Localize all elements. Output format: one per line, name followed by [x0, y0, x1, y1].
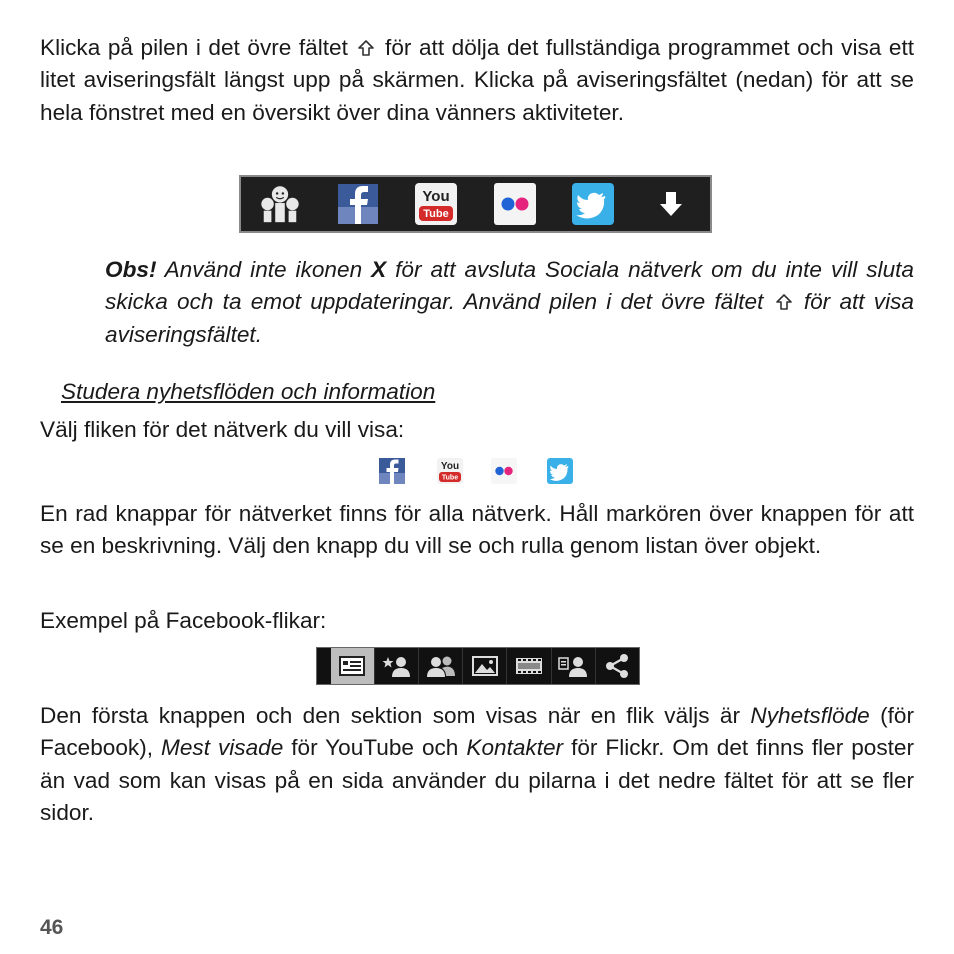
- intro-text-rest: för att dölja det fullständiga programmet och visa ett litet aviseringsfält längst upp på skärmen. Klicka på aviseringsfältet (nedan) för att se hela fönstret med en översikt över dina vänners aktiviteter.: [40, 35, 915, 125]
- first-button-paragraph: [40, 700, 914, 829]
- svg-text:You: You: [440, 461, 460, 472]
- intro-paragraph: [40, 32, 914, 129]
- p3-newsfeed-term: Nyhetsflöde: [750, 703, 870, 728]
- note-label: Obs!: [105, 257, 157, 282]
- newsfeed-icon: [338, 655, 366, 677]
- buttons-paragraph: En rad knappar för nätverket finns för alla nätverk. Håll markören över knappen för att se en beskrivning. Välj den knapp du vill se och rulla genom listan över objekt.: [40, 501, 914, 559]
- svg-text:Tube: Tube: [441, 474, 459, 482]
- facebook-icon[interactable]: [378, 457, 406, 485]
- people-icon: [426, 654, 456, 678]
- tab-photos[interactable]: [463, 648, 507, 684]
- intro-text-start: Klicka på pilen i det övre fältet: [40, 35, 348, 60]
- choose-network-text: Välj fliken för det nätverk du vill visa:: [40, 417, 405, 442]
- tab-profile[interactable]: [552, 648, 596, 684]
- profile-card-icon: [558, 654, 588, 678]
- tab-favorites[interactable]: [375, 648, 419, 684]
- p3-text-3: för YouTube och: [291, 735, 459, 761]
- p3-most-viewed-term: Mest visade: [161, 735, 284, 761]
- note-paragraph: [105, 254, 914, 351]
- p3-text-4: för Flickr. Om det finns fler poster än vad som kan visas på en sida använder du pilarna i det nedre fältet för att se fler sidor.: [40, 735, 915, 825]
- share-icon: [603, 653, 631, 679]
- facebook-tab-bar: [316, 647, 640, 685]
- twitter-icon[interactable]: [546, 457, 574, 485]
- photo-icon: [471, 655, 499, 677]
- tab-share[interactable]: [596, 648, 639, 684]
- network-tabs-row: [378, 457, 578, 489]
- tab-bar-spacer: [317, 648, 331, 684]
- film-icon: [514, 655, 544, 677]
- tab-videos[interactable]: [507, 648, 551, 684]
- note-text-2: för att avsluta Sociala nätverk om du inte vill sluta skicka och ta emot uppdateringar. Använd pilen i det övre fältet: [105, 257, 914, 315]
- p3-text-1: Den första knappen och den sektion som visas när en flik väljs är: [40, 703, 740, 728]
- twitter-icon[interactable]: [571, 182, 615, 226]
- youtube-icon[interactable]: [436, 457, 464, 485]
- tab-friends[interactable]: [419, 648, 463, 684]
- youtube-icon[interactable]: [414, 182, 458, 226]
- section-heading: Studera nyhetsflöden och information: [61, 379, 436, 404]
- up-arrow-icon: [775, 293, 793, 311]
- note-x: X: [371, 257, 387, 282]
- notification-bar[interactable]: [239, 175, 712, 233]
- p3-contacts-term: Kontakter: [466, 735, 564, 761]
- note-text-3: för att visa aviseringsfältet.: [105, 289, 914, 347]
- tab-newsfeed[interactable]: [331, 648, 375, 684]
- svg-text:Tube: Tube: [423, 208, 450, 220]
- down-arrow-icon[interactable]: [649, 182, 693, 226]
- up-arrow-icon: [357, 39, 375, 57]
- page-number: 46: [40, 916, 64, 939]
- social-networks-logo-icon[interactable]: [258, 182, 302, 226]
- star-person-icon: [382, 654, 412, 678]
- flickr-icon[interactable]: [490, 457, 518, 485]
- example-text: Exempel på Facebook-flikar:: [40, 608, 327, 633]
- flickr-icon[interactable]: [493, 182, 537, 226]
- note-text-1: Använd inte ikonen: [164, 257, 363, 282]
- facebook-icon[interactable]: [336, 182, 380, 226]
- p3-text-2: (för Facebook),: [40, 703, 915, 761]
- svg-text:You: You: [422, 188, 450, 205]
